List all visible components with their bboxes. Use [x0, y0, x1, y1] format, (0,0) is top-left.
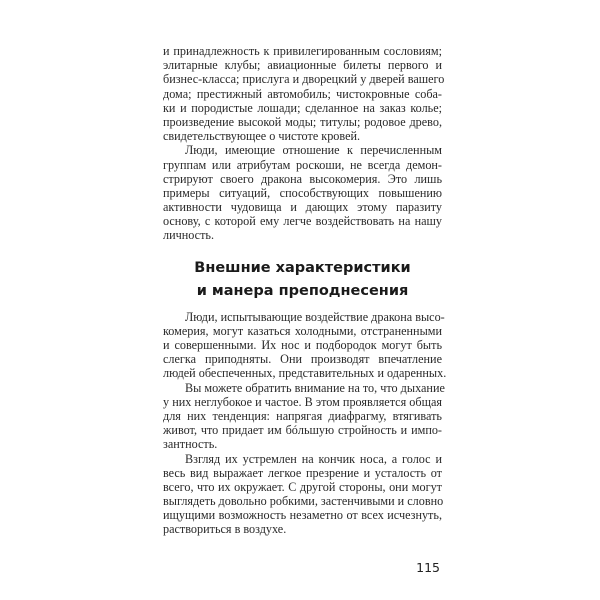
text-line: весь вид выражает легкое презрение и усталость от	[163, 465, 442, 480]
text-line: выглядеть довольно робкими, застенчивыми и словно	[163, 494, 444, 509]
text-line: у них неглубокое и частое. В этом проявляется общая	[163, 394, 442, 409]
text-after-heading	[163, 309, 447, 537]
text-line: бизнес-класса; прислуга и дворецкий у дверей вашего	[163, 72, 445, 87]
text-line: слегка приподняты. Они производят впечатление	[163, 352, 442, 367]
paragraph	[163, 452, 442, 537]
text-line: свидетельствующее о чистоте кровей.	[163, 129, 361, 144]
paragraph	[163, 44, 445, 144]
text-line: ки и породистые лошади; сделанное на заказ колье;	[163, 100, 442, 115]
text-line: активности чудовища и дающих этому паразиту	[163, 200, 442, 215]
page-number: 115	[416, 560, 440, 575]
text-line: основу, с которой ему легче воздействовать на нашу	[163, 214, 442, 229]
section-heading	[163, 257, 442, 303]
text-line: примеры ситуаций, способствующих повышению	[163, 185, 442, 200]
heading-line: и манера преподнесения	[196, 282, 409, 299]
text-line: Люди, имеющие отношение к перечисленным	[185, 143, 442, 158]
paragraph	[163, 309, 447, 381]
text-line: Вы можете обратить внимание на то, что дыхание	[185, 380, 445, 395]
text-line: живот, что придает им бóльшую стройность и импо-	[163, 423, 442, 438]
text-before-heading	[163, 44, 445, 243]
paragraph	[163, 380, 445, 452]
text-line: Люди, испытывающие воздействие дракона высо-	[185, 309, 445, 324]
text-line: для них тенденция: напрягая диафрагму, втягивать	[163, 408, 442, 423]
text-line: произведение высокой моды; титулы; родовое древо,	[163, 114, 442, 129]
text-line: и принадлежность к привилегированным сословиям;	[163, 44, 442, 58]
text-line: ищущими возможность незаметно от всех исчезнуть,	[163, 508, 442, 523]
text-line: группам или атрибутам роскоши, не всегда демон-	[163, 157, 442, 172]
text-line: людей обеспеченных, представительных и одаренных.	[163, 366, 447, 381]
text-line: всего, что их окружает. С другой стороны, они могут	[163, 479, 442, 494]
book-page	[163, 44, 447, 537]
text-line: раствориться в воздухе.	[163, 522, 287, 537]
paragraph	[163, 143, 442, 242]
text-line: дома; престижный автомобиль; чистокровные соба-	[163, 86, 442, 101]
text-line: Взгляд их устремлен на кончик носа, а голос и	[185, 451, 442, 466]
text-line: личность.	[163, 228, 214, 243]
text-line: элитарные клубы; авиационные билеты первого и	[163, 58, 442, 73]
heading-line: Внешние характеристики	[194, 259, 411, 276]
text-line: комерия, могут казаться холодными, отстраненными	[163, 323, 442, 338]
text-line: зантность.	[163, 437, 218, 452]
text-line: и совершенными. Их нос и подбородок могут быть	[163, 338, 442, 352]
text-line: стрируют своего дракона высокомерия. Это лишь	[163, 171, 442, 186]
